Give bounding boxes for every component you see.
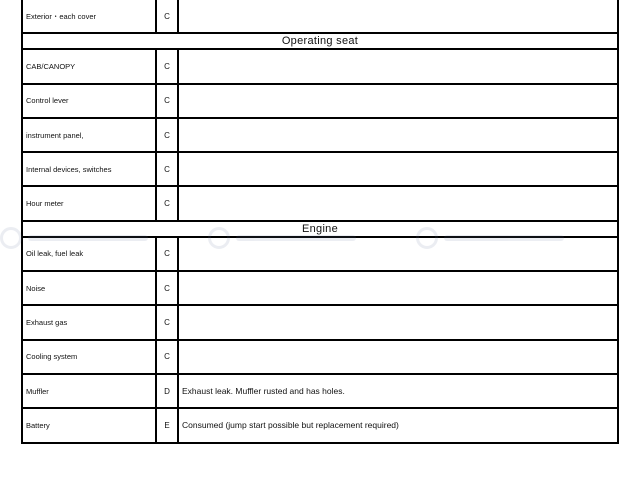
table-row (23, 306, 617, 340)
item-label: Internal devices, switches (23, 153, 157, 185)
section-header-operating-seat: Operating seat (23, 34, 617, 50)
note-text (179, 238, 617, 270)
item-label: Exterior・each cover (23, 0, 157, 32)
grade-value: E (157, 409, 179, 441)
item-label: Hour meter (23, 187, 157, 219)
grade-value: C (157, 0, 179, 32)
note-text (179, 119, 617, 151)
note-text (179, 50, 617, 82)
table-row (23, 238, 617, 272)
table-row (23, 375, 617, 409)
table-row (23, 341, 617, 375)
grade-value: C (157, 85, 179, 117)
grade-value: C (157, 50, 179, 82)
note-text (179, 0, 617, 32)
grade-value: C (157, 306, 179, 338)
table-row (23, 153, 617, 187)
table-row (23, 409, 617, 443)
note-text (179, 187, 617, 219)
item-label: CAB/CANOPY (23, 50, 157, 82)
note-text: Exhaust leak. Muffler rusted and has holes. (182, 386, 345, 397)
item-label: Control lever (23, 85, 157, 117)
note-text (179, 306, 617, 338)
grade-value: C (157, 187, 179, 219)
grade-value: C (157, 153, 179, 185)
item-label: Battery (23, 409, 157, 441)
table-row (23, 272, 617, 306)
item-label: Oil leak, fuel leak (23, 238, 157, 270)
note-text (179, 153, 617, 185)
table-row (23, 119, 617, 153)
item-label: Exhaust gas (23, 306, 157, 338)
grade-value: C (157, 119, 179, 151)
inspection-table (21, 0, 619, 444)
note-text: Consumed (jump start possible but replacement required) (182, 420, 399, 431)
table-row (23, 85, 617, 119)
note-text (179, 272, 617, 304)
grade-value: C (157, 272, 179, 304)
note-text (179, 85, 617, 117)
note-text (179, 341, 617, 373)
table-row (23, 0, 617, 34)
grade-value: C (157, 341, 179, 373)
item-label: Cooling system (23, 341, 157, 373)
item-label: Muffler (23, 375, 157, 407)
item-label: instrument panel, (23, 119, 157, 151)
grade-value: D (157, 375, 179, 407)
section-header-engine: Engine (23, 222, 617, 238)
table-row (23, 50, 617, 84)
table-row (23, 187, 617, 221)
item-label: Noise (23, 272, 157, 304)
grade-value: C (157, 238, 179, 270)
